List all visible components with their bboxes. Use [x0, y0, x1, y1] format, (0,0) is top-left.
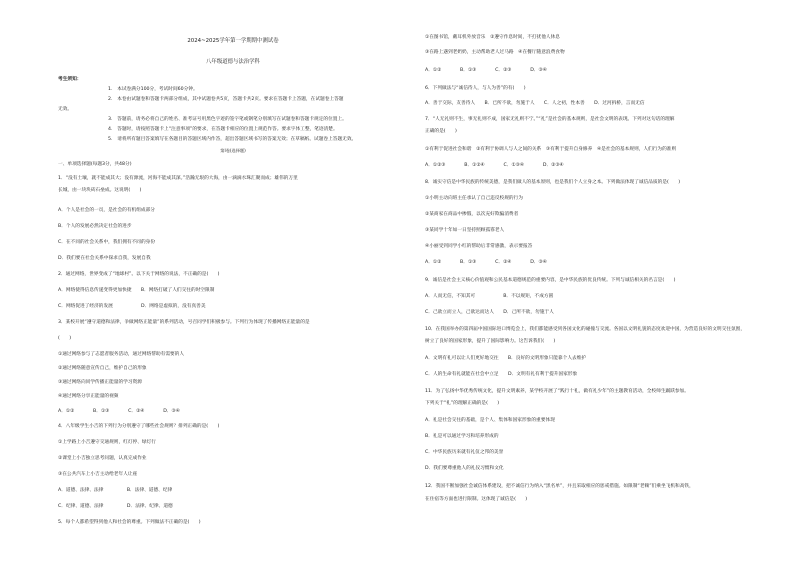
notice-item: 5. 请将所有题目答案填写在各题目的答题区域内作答，超出答题区域书写的答案无效；在草稿纸、试题卷上答题无效。 — [108, 137, 357, 142]
statement: ④小丽受到同学小红的帮助后非常感激，表示要报答 — [425, 244, 533, 249]
notice-heading: 考生须知： — [58, 77, 82, 82]
option: A．①②③ B．①②④ C．①③④ D．②③④ — [425, 163, 564, 168]
notice-item: 3. 答题前，请务必将自己的姓名、准考证号用黑色字迹的签字笔或钢笔分别填写在试题卷和答题卡规定的位置上。 — [108, 117, 347, 122]
statement: ③某同学十年如一日坚持照顾孤寡老人 — [425, 228, 505, 233]
option: C．网络促进了经济的发展 D．网络是虚拟的，没有真善美 — [58, 304, 206, 309]
option: A．道德、法律、法律 B．法律、道德、纪律 — [58, 488, 173, 493]
question-11: 11．为了弘扬中华优秀传统文化，提升文明素养，某学校开展了“践行十礼，做有礼少年”的主题教育活动，全校师生踊跃参加。 — [425, 389, 689, 394]
question-7: 正确的是( ) — [425, 129, 457, 134]
statement: ①有利于促进社会和谐 ②有利于协调人与人之间的关系 ③有利于提升自身修养 ④是社会的基本规则，人们行为的准则 — [425, 147, 677, 152]
question-1: 1．“没有土壤，就不能成其大；没有源流，河海不能成其深。”浩瀚无垠的大海，由一滴滴水珠汇聚而成；雄伟的万里 — [58, 176, 298, 181]
notice-item: 无效。 — [58, 107, 73, 112]
statement: ②课堂上小吉独立思考问题，认真完成作业 — [58, 456, 147, 461]
option: C．己欲立而立人，己欲达而达人 D．己所不欲，勿施于人 — [425, 310, 554, 315]
question-2: 2．通过网络，世界变成了“地球村”。以下关于网络的说法，不正确的是( ) — [58, 272, 220, 277]
option: C．人的生命有礼就能在社会中立足 D．文明有礼有利于提升国家形象 — [425, 372, 578, 377]
exam-title: 2024~2025学年第一学期期中测试卷 — [187, 38, 279, 44]
option: B．个人的发展必然决定社会的进步 — [58, 224, 132, 229]
option: A．礼是社会交往的基础，是个人、集体和国家形象的重要体现 — [425, 418, 555, 423]
notice-item: 1. 本试卷满分100分，考试时间60分钟。 — [108, 87, 198, 92]
option: D．我们要尊重他人的礼仪习惯和文化 — [425, 466, 504, 471]
option: B．礼是可以通过学习和培养形成的 — [425, 434, 499, 439]
question-12: 在住宿等方面也进行限制。这体现了诚信是( ) — [425, 497, 528, 502]
statement: ①通过网络参与了志愿者服务活动，通过网络帮助有需要的人 — [58, 352, 185, 357]
option: A．人而无信，不知其可 B．不以规矩，不成方圆 — [425, 294, 554, 299]
exam-subtitle: 八年级道德与法治学科 — [206, 59, 260, 65]
option: C．纪律、道德、法律 D．法律、纪律、道德 — [58, 504, 173, 509]
option: A．①② B．①③ C．②③ D．③④ — [425, 68, 547, 73]
section-title: 第Ⅰ卷(选择题) — [220, 148, 246, 153]
question-10: 10．在我国举办的第四届中国国际进口博览会上，我们都能感受到各国文化的碰撞与交流。各国以文明礼貌的态度欢迎中国，为营造良好的文明交往氛围， — [425, 327, 746, 332]
option: C．中华民族历来就有礼仪之邦的美誉 — [425, 450, 504, 455]
part-heading: 一、单项选择题(每题3分，共48分) — [58, 162, 132, 167]
statement: ①在图书馆，戴耳机外放音乐 ②遵守作息时间，不打扰他人休息 — [425, 35, 560, 40]
option: A．①② B．①③ C．②④ D．③④ — [58, 409, 180, 414]
question-1: 长城，由一块块砖石垒成。这说明( ) — [58, 188, 142, 193]
notice-item: 4. 答题时，请按照答题卡上“注意事项”的要求，在答题卡相应的位置上规范作答。要求字体工整，笔迹清楚。 — [108, 127, 338, 132]
question-11: 下列关于“礼”的理解正确的是( ) — [425, 401, 500, 406]
notice-item: 2. 本卷由试题卷和答题卡两部分组成，其中试题卷共5页，答题卡共2页。要求在答题卡上答题，在试题卷上答题 — [108, 97, 344, 102]
option: A．①② B．①③ C．②④ D．③④ — [425, 260, 547, 265]
statement: ①上学路上小吉遵守交通规则，红灯停、绿灯行 — [58, 440, 156, 445]
question-3: ( ) — [58, 336, 72, 341]
question-8: 8．诚实守信是中华民族的传统美德，是我们做人的基本原则，也是我们个人立身之本。下列做法体现了诚信品质的是( ) — [425, 180, 681, 185]
statement: ③通过网络向同学传播正能量的学习资源 — [58, 380, 142, 385]
question-6: 6．下列做法与“诚信待人，与人为善”的有( ) — [425, 86, 526, 91]
question-12: 12．我国不断加强社会诚信体系建设，把不诚信行为纳入“黑名单”，并且采取相应的惩戒措施。如限制“老赖”们乘坐飞机和高铁， — [425, 484, 694, 489]
option: D．我们要在社会关系中探求自我，发展自我 — [58, 256, 151, 261]
statement: ①小明主动向班主任承认了自己违反校规的行为 — [425, 196, 523, 201]
option: A．文明有礼可以让人们更好地交往 B．良好的文明形象只能靠个人去维护 — [425, 356, 587, 361]
question-9: 9．诚信是社会主义核心价值观和公民基本道德规范的重要内容，是中华民族的优良传统。下列与诚信相关的名言是( ) — [425, 278, 676, 283]
statement: ③在路上遇到老奶奶，主动帮助老人过马路 ④在餐厅随意浪费食物 — [425, 50, 565, 55]
question-3: 3．某校开展“遵守道德和法律，争做网络正能量”的系列活动，号召同学们积极参与。下列行为体现了传播网络正能量的是 — [58, 320, 310, 325]
question-10: 树立了良好的国家形象，提升了国际影响力。这告诉我们( ) — [425, 339, 556, 344]
statement: ④通过网络分享正能量的视频 — [58, 394, 119, 399]
question-5: 5．每个人都希望得到他人和社会的尊重。下列做法不正确的是( ) — [58, 520, 201, 525]
statement: ②通过网络随意宣传自己，维护自己的形象 — [58, 366, 147, 371]
statement: ②某商家在商品中掺假，以次充好欺骗消费者 — [425, 212, 519, 217]
statement: ③在公共汽车上小吉主动给老年人让座 — [58, 472, 138, 477]
option: C．在不同的社会关系中，我们拥有不同的身份 — [58, 240, 156, 245]
question-4: 4．八年级学生小吉的下列行为分别遵守了哪些社会规则？排列正确的是( ) — [58, 424, 220, 429]
option: A．个人是社会的一员，是社会的有机组成部分 — [58, 208, 155, 213]
option: A．善于交际，友善待人 B．已所不欲，勿施于人 C．人之初，性本善 D．过河拆桥，言而无信 — [425, 101, 645, 106]
option: A．网络使得信息传递变得更加快捷 B．网络打破了人们交往的时空限制 — [58, 288, 215, 293]
question-7: 7．“人无礼则不生，事无礼则不成，国家无礼则不宁。”“礼”是社会的基本规则，是社会文明的表现。下列对这句话的理解 — [425, 117, 675, 122]
